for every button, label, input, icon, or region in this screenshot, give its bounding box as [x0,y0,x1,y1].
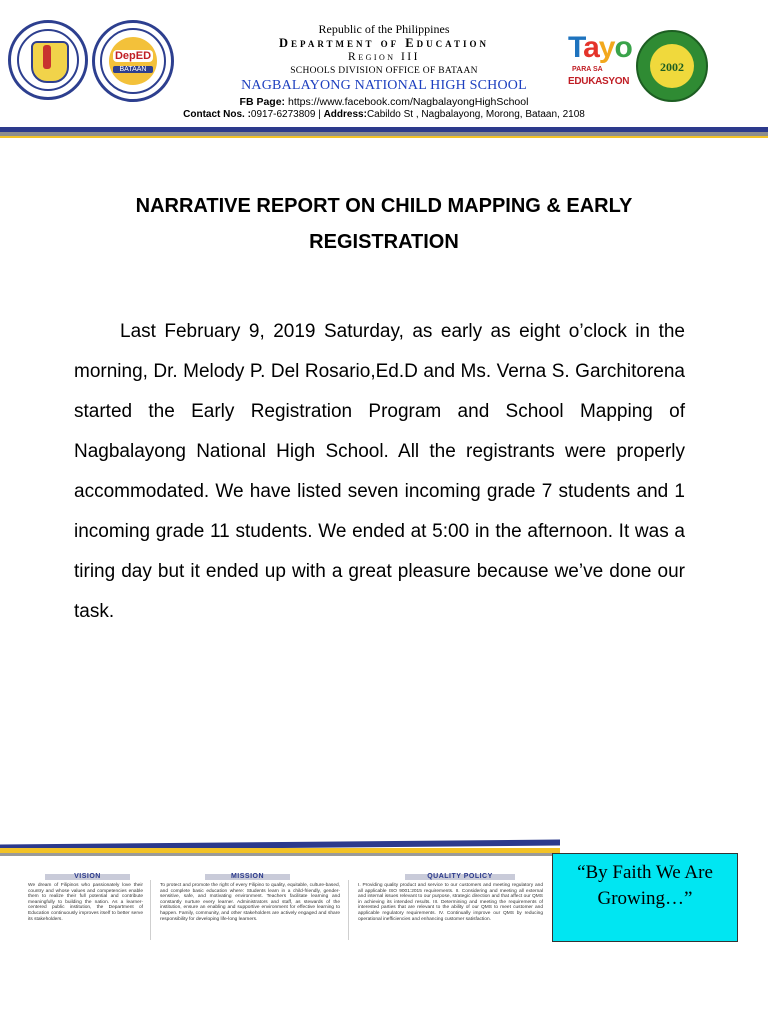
deped-seal-logo [8,20,88,100]
department-line: Department of Education [279,36,489,50]
vision-text: We dream of Filipinos who passionately love their country and whose values and competencies enable them to realize their full potential and contribute meaningfully to building the nation. As a learner-centered public institution, the Department of Education continuously improves itself to better serve its stakeholders. [28,883,143,922]
report-title: NARRATIVE REPORT ON CHILD MAPPING & EARLY REGISTRATION [135,195,633,253]
deped-bataan-logo: DepED BATAAN [92,20,174,102]
address-label: Address: [323,109,367,120]
facebook-line [170,96,598,108]
tayo-word: Tayo [568,31,632,64]
report-body: Last February 9, 2019 Saturday, as early as eight o’clock in the morning, Dr. Melody P. Del Rosario,Ed.D and Ms. Verna S. Garchitorena started the Early Registration Program and School Mapping of Nagbalayong National High School. All the registrants were properly accommodated. We have listed seven incoming grade 7 students and 1 incoming grade 11 students. We ended at 5:00 in the afternoon. It was a tiring day but it ended up with a great pleasure because we’ve done our task. [74,321,685,622]
contact-separator: | [315,109,324,120]
facebook-url[interactable]: https://www.facebook.com/NagbalayongHighSchool [285,96,529,108]
torch-icon [43,45,51,69]
footer-separator-1 [150,880,151,940]
division-line: SCHOOLS DIVISION OFFICE OF BATAAN [290,66,478,76]
school-motto-box [552,853,738,942]
facebook-label: FB Page: [239,96,286,108]
quality-policy-text: I. Providing quality product and service to our customers and meeting regulatory and all applicable ISO 9001:2015 requirements. II. Considering and meeting all external and internal issues relevant to our purpose, strategic direction and that affect our QMS in achieving its intended results. III. Determining and meeting the requirements of interested parties that are relevant to the ability of our QMS to meet customer and applicable regulatory requirements. IV. Continually improve our QMS by reducing operational inefficiencies and enhancing customer satisfaction. [358,883,543,922]
address-value: Cabildo St , Nagbalayong, Morong, Bataan, 2108 [366,109,585,120]
republic-line: Republic of the Philippines [318,22,450,36]
vision-title: VISION [74,873,101,880]
footer-separator-2 [348,880,349,940]
mission-title: MISSION [230,873,265,880]
motto-text: “By Faith We Are Growing…” [577,862,713,909]
header-divider-gold [0,136,768,138]
school-name: NAGBALAYONG NATIONAL HIGH SCHOOL [241,78,527,93]
contact-number: 0917-6273809 [250,109,316,120]
contact-label: Contact Nos. : [183,109,251,120]
school-seal-logo: 2002 [636,30,708,102]
quality-policy-title: QUALITY POLICY [427,873,493,880]
mission-text: To protect and promote the right of every Filipino to quality, equitable, culture-based, and complete basic education where: Students learn in a child-friendly, gender-sensitive, safe, and motivating environment. Teachers facilitate learning and constantly nurture every learner. Administrators and staff, as stewards of the institution, ensure an enabling and supportive environment for effective learning to happen. Family, community, and other stakeholders are actively engaged and share responsibility for developing life-long learners. [160,883,340,922]
region-line: Region III [348,51,420,63]
tayo-para-sa-edukasyon-logo: Tayo PARA SA EDUKASYON [568,31,632,87]
contact-line [150,109,618,120]
